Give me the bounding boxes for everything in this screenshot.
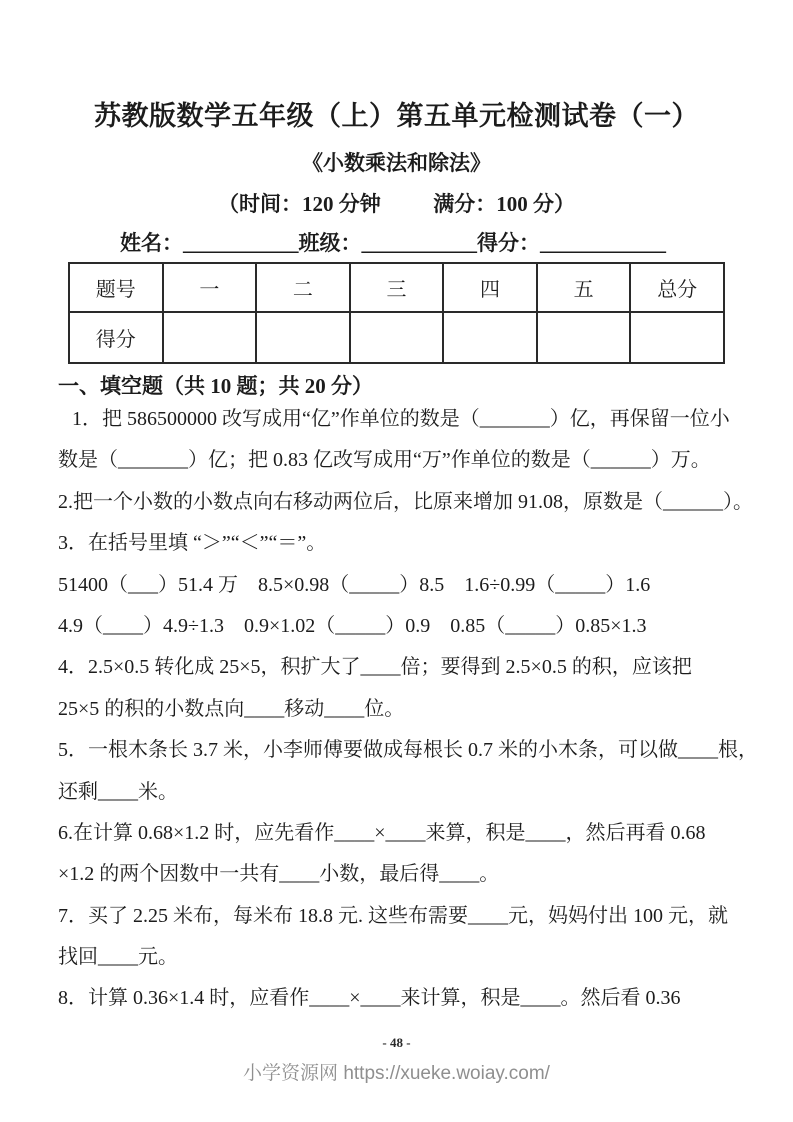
score-cell <box>163 312 257 363</box>
question-line: 5．一根木条长 3.7 米，小李师傅要做成每根长 0.7 米的小木条，可以做____根， <box>58 739 758 762</box>
question-line: 6.在计算 0.68×1.2 时，应先看作____×____来算，积是____，然后再看 0.68 <box>58 821 706 844</box>
footer-page-number: - 48 - <box>382 1035 411 1050</box>
score-table-header-row <box>69 263 724 312</box>
footer-site-text: 小学资源网 https://xueke.woiay.com/ <box>243 1063 550 1084</box>
score-cell <box>256 312 350 363</box>
score-table-header-cell: 三 <box>350 263 444 312</box>
question-line: 4.9（____）4.9÷1.3 0.9×1.02（_____）0.9 0.85（_____）0.85×1.3 <box>58 614 647 637</box>
score-cell <box>443 312 537 363</box>
question-line: 2.把一个小数的小数点向右移动两位后，比原来增加 91.08，原数是（______）。 <box>58 490 753 513</box>
score-table-header-cell: 题号 <box>69 263 163 312</box>
questions-container <box>58 399 768 1020</box>
section-heading-fill-in-blanks: 一、填空题（共 10 题；共 20 分） <box>58 374 373 398</box>
score-cell <box>630 312 724 363</box>
question-line: 25×5 的积的小数点向____移动____位。 <box>58 697 405 720</box>
page-title: 苏教版数学五年级（上）第五单元检测试卷（一） <box>94 101 699 131</box>
question-line: 1．把 586500000 改写成用“亿”作单位的数是（_______）亿，再保留一位小 <box>72 408 730 430</box>
score-table-header-cell: 总分 <box>630 263 724 312</box>
score-row-label: 得分 <box>69 312 163 363</box>
question-line: 找回____元。 <box>58 946 178 969</box>
question-line: 4．2.5×0.5 转化成 25×5，积扩大了____倍；要得到 2.5×0.5 的积，应该把 <box>58 656 692 679</box>
score-cell <box>537 312 631 363</box>
score-cell <box>350 312 444 363</box>
question-line: ×1.2 的两个因数中一共有____小数，最后得____。 <box>58 863 500 886</box>
score-table-header-cell: 五 <box>537 263 631 312</box>
question-line: 8．计算 0.36×1.4 时，应看作____×____来计算，积是____。然后看 0.36 <box>58 987 681 1010</box>
page-subtitle: 《小数乘法和除法》 <box>302 151 491 175</box>
score-table-header-cell: 二 <box>256 263 350 312</box>
question-line: 3．在括号里填 “＞”“＜”“＝”。 <box>58 532 327 555</box>
score-table-header-cell: 一 <box>163 263 257 312</box>
question-line: 7．买了 2.25 米布，每米布 18.8 元. 这些布需要____元，妈妈付出 100 元，就 <box>58 904 728 927</box>
time-score-info: （时间：120 分钟 满分：100 分） <box>218 192 575 216</box>
score-table <box>68 262 725 364</box>
score-table-score-row <box>69 312 724 363</box>
score-table-header-cell: 四 <box>443 263 537 312</box>
question-line: 数是（_______）亿；把 0.83 亿改写成用“万”作单位的数是（______）万。 <box>58 449 711 472</box>
name-class-score-line: 姓名：___________班级：___________得分：____________ <box>120 231 666 255</box>
question-line: 51400（___）51.4 万 8.5×0.98（_____）8.5 1.6÷0.99（_____）1.6 <box>58 573 651 596</box>
question-line: 还剩____米。 <box>58 780 178 803</box>
